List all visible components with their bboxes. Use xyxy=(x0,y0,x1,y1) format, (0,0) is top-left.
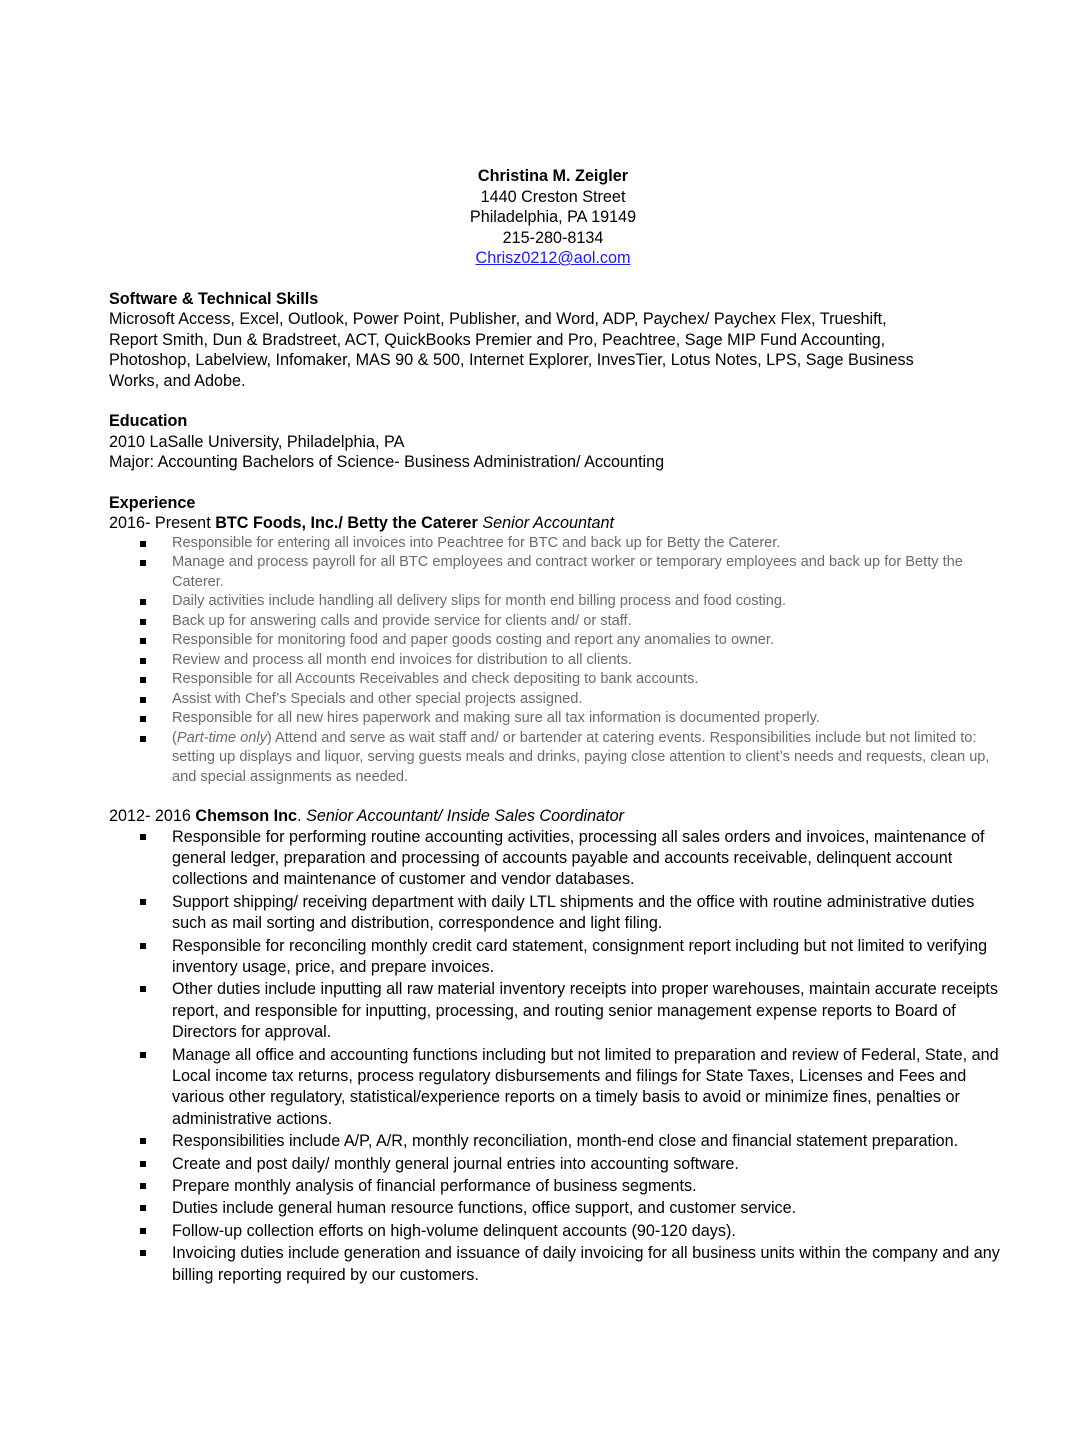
list-item: Manage and process payroll for all BTC employees and contract worker or temporary employees and back up for Betty the Caterer. xyxy=(109,553,1009,592)
square-bullet-icon xyxy=(140,1161,146,1167)
square-bullet-icon xyxy=(140,986,146,992)
resume-content xyxy=(109,166,1009,1287)
contact-header xyxy=(109,166,997,269)
square-bullet-icon xyxy=(140,599,146,605)
square-bullet-icon xyxy=(140,1250,146,1256)
square-bullet-icon xyxy=(140,1052,146,1058)
square-bullet-icon xyxy=(140,658,146,664)
experience-title: Experience xyxy=(109,493,196,512)
square-bullet-icon xyxy=(140,834,146,840)
job-heading: 2012- 2016 Chemson Inc. Senior Accountant/ Inside Sales Coordinator xyxy=(109,807,625,825)
list-item: Manage all office and accounting functions including but not limited to preparation and review of Federal, State, and Local income tax returns, process regulatory disbursements and filings for State Taxes, Licenses and Fees and various other regulatory, statistical/experience reports on a timely basis to avoid or minimize fines, penalties or administrative actions. xyxy=(109,1045,1009,1131)
square-bullet-icon xyxy=(140,677,146,683)
job-heading xyxy=(109,513,1009,534)
job-role: Senior Accountant/ Inside Sales Coordinator xyxy=(306,807,625,825)
list-item: Invoicing duties include generation and issuance of daily invoicing for all business units within the company and any billing reporting required by our customers. xyxy=(109,1243,1009,1286)
email-link[interactable]: Chrisz0212@aol.com xyxy=(475,249,631,267)
skills-line: Report Smith, Dun & Bradstreet, ACT, QuickBooks Premier and Pro, Peachtree, Sage MIP Fund Accounting, xyxy=(109,330,886,349)
skills-line: Photoshop, Labelview, Infomaker, MAS 90 & 500, Internet Explorer, InvesTier, Lotus Notes, LPS, Sage Business xyxy=(109,351,914,369)
list-item: Responsibilities include A/P, A/R, monthly reconciliation, month-end close and financial statement preparation. xyxy=(109,1131,1009,1152)
city-state-zip: Philadelphia, PA 19149 xyxy=(469,208,637,226)
education-line: Major: Accounting Bachelors of Science- Business Administration/ Accounting xyxy=(109,453,665,471)
square-bullet-icon xyxy=(140,619,146,625)
skills-section xyxy=(109,289,1009,392)
street-address: 1440 Creston Street xyxy=(480,187,626,206)
square-bullet-icon xyxy=(140,560,146,566)
list-item: Responsible for entering all invoices into Peachtree for BTC and back up for Betty the Caterer. xyxy=(109,534,1009,554)
list-item: Follow-up collection efforts on high-volume delinquent accounts (90-120 days). xyxy=(109,1221,1009,1242)
list-item: Create and post daily/ monthly general journal entries into accounting software. xyxy=(109,1154,1009,1175)
square-bullet-icon xyxy=(140,899,146,905)
square-bullet-icon xyxy=(140,736,146,742)
square-bullet-icon xyxy=(140,1138,146,1144)
job-duties-list xyxy=(109,534,1009,788)
list-item: Responsible for all new hires paperwork and making sure all tax information is documented properly. xyxy=(109,709,1009,729)
list-item: Responsible for all Accounts Receivables and check depositing to bank accounts. xyxy=(109,670,1009,690)
job-dates: 2012- 2016 xyxy=(109,807,196,825)
square-bullet-icon xyxy=(140,1228,146,1234)
skills-title: Software & Technical Skills xyxy=(109,289,319,308)
candidate-name: Christina M. Zeigler xyxy=(477,167,629,185)
experience-section xyxy=(109,493,1009,1287)
job-duties-list xyxy=(109,827,1009,1287)
list-item: Daily activities include handling all delivery slips for month end billing process and food costing. xyxy=(109,592,1009,612)
square-bullet-icon xyxy=(140,716,146,722)
education-title: Education xyxy=(109,412,188,430)
square-bullet-icon xyxy=(140,697,146,703)
list-item: Review and process all month end invoices for distribution to all clients. xyxy=(109,651,1009,671)
job-company: BTC Foods, Inc./ Betty the Caterer xyxy=(215,514,478,532)
skills-line: Works, and Adobe. xyxy=(109,371,246,390)
square-bullet-icon xyxy=(140,638,146,644)
job-company: Chemson Inc xyxy=(195,807,298,825)
phone-number: 215-280-8134 xyxy=(502,228,604,247)
list-item: Prepare monthly analysis of financial performance of business segments. xyxy=(109,1176,1009,1197)
education-line: 2010 LaSalle University, Philadelphia, PA xyxy=(109,432,405,451)
job-dates: 2016- Present xyxy=(109,514,216,532)
list-item: Other duties include inputting all raw material inventory receipts into proper warehouses, maintain accurate receipts report, and responsible for inputting, processing, and routing senior management expense reports to Board of Directors for approval. xyxy=(109,979,1009,1043)
list-item: Responsible for monitoring food and paper goods costing and report any anomalies to owner. xyxy=(109,631,1009,651)
square-bullet-icon xyxy=(140,943,146,949)
list-item: Back up for answering calls and provide service for clients and/ or staff. xyxy=(109,612,1009,632)
education-section xyxy=(109,411,1009,473)
list-item: Support shipping/ receiving department with daily LTL shipments and the office with routine administrative duties such as mail sorting and distribution, correspondence and light filing. xyxy=(109,892,1009,935)
job-role: Senior Accountant xyxy=(482,514,615,532)
square-bullet-icon xyxy=(140,1183,146,1189)
list-item: Assist with Chef’s Specials and other special projects assigned. xyxy=(109,690,1009,710)
square-bullet-icon xyxy=(140,541,146,547)
list-item: (Part-time only) Attend and serve as wait staff and/ or bartender at catering events. Responsibilities include but not limited to: setting up displays and liquor, serving guests meals and drinks, paying close attention to client’s needs and requests, clean up, and special assignments as needed. xyxy=(109,729,1009,788)
list-item: Responsible for reconciling monthly credit card statement, consignment report including but not limited to verifying inventory usage, price, and prepare invoices. xyxy=(109,936,1009,979)
list-item: Duties include general human resource functions, office support, and customer service. xyxy=(109,1198,1009,1219)
skills-line: Microsoft Access, Excel, Outlook, Power Point, Publisher, and Word, ADP, Paychex/ Paychex Flex, Trueshift, xyxy=(109,310,887,328)
square-bullet-icon xyxy=(140,1205,146,1211)
list-item: Responsible for performing routine accounting activities, processing all sales orders and invoices, maintenance of general ledger, preparation and processing of accounts payable and accounts receivable, delinquent account collections and maintenance of customer and vendor databases. xyxy=(109,827,1009,891)
